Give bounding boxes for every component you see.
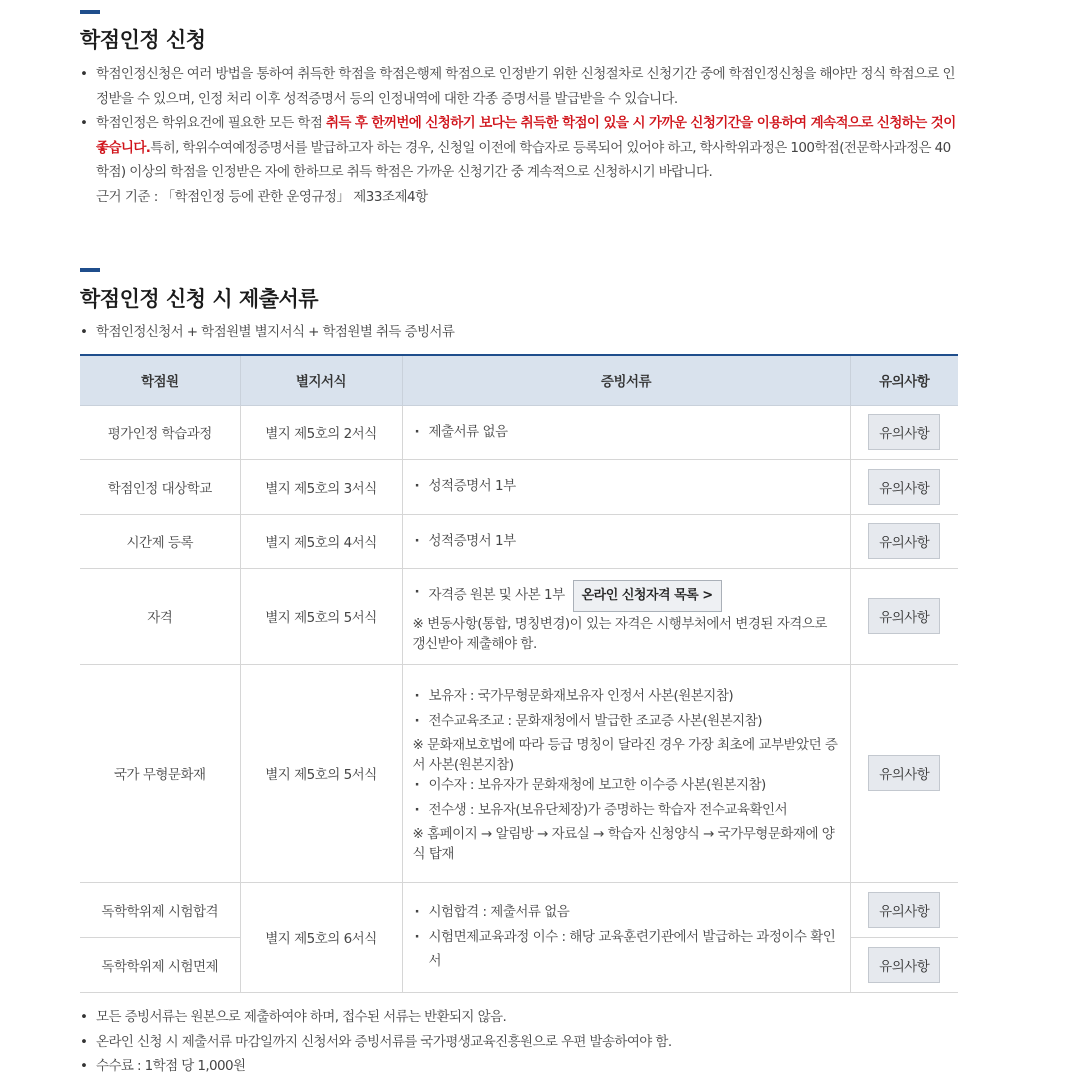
intro-bullet-1: • 학점인정신청은 여러 방법을 통하여 취득한 학점을 학점은행제 학점으로 인정받기 위한 신청절차로 신청기간 중에 학점인정신청을 해야만 정식 학점으로 인정받을 수 있으며, 인정 처리 이후 성적증명서 등의 인정내역에 대한 각종 증명서를 발급받을 수 있습니다. <box>80 62 960 111</box>
row-docs <box>402 568 850 664</box>
row-source: 시간제 등록 <box>80 514 240 568</box>
row-form: 별지 제5호의 4서식 <box>240 514 402 568</box>
row-form: 별지 제5호의 5서식 <box>240 664 402 882</box>
row-source: 자격 <box>80 568 240 664</box>
online-qualification-list-button[interactable]: 온라인 신청자격 목록 > <box>573 580 722 613</box>
note-button[interactable]: 유의사항 <box>868 947 940 983</box>
header-form: 별지서식 <box>240 355 402 405</box>
doc-item: · 성적증명서 1부 <box>413 474 840 499</box>
table-row <box>80 514 958 568</box>
row-source: 독학학위제 시험합격 <box>80 882 240 937</box>
section-marker <box>80 10 100 14</box>
row-docs <box>402 514 850 568</box>
bullet2-highlight: 취득 후 한꺼번에 신청하기 보다는 취득한 학점이 있을 시 가까운 신청기간을 이용하여 계속적으로 신청하는 것이 좋습니다. <box>96 115 956 156</box>
note-button[interactable]: 유의사항 <box>868 523 940 559</box>
row-note-cell <box>850 664 958 882</box>
doc-note: ※ 변동사항(통합, 명칭변경)이 있는 자격은 시행부처에서 변경된 자격으로 갱신받아 제출해야 함. <box>412 616 827 653</box>
header-evidence: 증빙서류 <box>402 355 850 405</box>
doc-item: · 보유자 : 국가무형문화재보유자 인정서 사본(원본지참) <box>413 684 840 709</box>
row-form: 별지 제5호의 3서식 <box>240 459 402 514</box>
table-row <box>80 664 958 882</box>
documents-table <box>80 354 958 993</box>
footer-note-item: • 수수료 : 1학점 당 1,000원 <box>80 1054 960 1079</box>
doc-item: · 시험면제교육과정 이수 : 해당 교육훈련기관에서 발급하는 과정이수 확인서 <box>413 925 840 974</box>
section-title-required-documents: 학점인정 신청 시 제출서류 <box>80 287 319 311</box>
doc-item: · 제출서류 없음 <box>413 420 840 445</box>
doc-item <box>413 580 840 613</box>
note-button[interactable]: 유의사항 <box>868 892 940 928</box>
footer-notes <box>80 1005 960 1079</box>
row-form: 별지 제5호의 6서식 <box>240 882 402 992</box>
row-source: 평가인정 학습과정 <box>80 405 240 459</box>
row-note-cell <box>850 405 958 459</box>
footer-note-item: • 온라인 신청 시 제출서류 마감일까지 신청서와 증빙서류를 국가평생교육진흥원으로 우편 발송하여야 함. <box>80 1030 960 1055</box>
footer-note-item: • 모든 증빙서류는 원본으로 제출하여야 하며, 접수된 서류는 반환되지 않음. <box>80 1005 960 1030</box>
row-source: 학점인정 대상학교 <box>80 459 240 514</box>
required-summary: • 학점인정신청서 + 학점원별 별지서식 + 학점원별 취득 증빙서류 <box>80 320 960 345</box>
note-button[interactable]: 유의사항 <box>868 414 940 450</box>
row-form: 별지 제5호의 2서식 <box>240 405 402 459</box>
note-button[interactable]: 유의사항 <box>868 755 940 791</box>
intro-block <box>80 62 960 209</box>
table-header-row <box>80 355 958 405</box>
row-docs <box>402 405 850 459</box>
note-button[interactable]: 유의사항 <box>868 469 940 505</box>
table-row <box>80 459 958 514</box>
note-button[interactable]: 유의사항 <box>868 598 940 634</box>
bullet2-text-post: 특히, 학위수여예정증명서를 발급하고자 하는 경우, 신청일 이전에 학습자로 등록되어 있어야 하고, 학사학위과정은 100학점(전문학사과정은 40학점) 이상의 학점을 인정받은 자에 한하므로 취득 학점은 가까운 신청기간 중 계속적으로 신청하시기 바랍니다. <box>96 139 951 180</box>
doc-item: · 시험합격 : 제출서류 없음 <box>413 900 840 925</box>
row-docs <box>402 459 850 514</box>
row-source: 국가 무형문화재 <box>80 664 240 882</box>
row-note-cell <box>850 568 958 664</box>
header-source: 학점원 <box>80 355 240 405</box>
row-source: 독학학위제 시험면제 <box>80 937 240 992</box>
header-notes: 유의사항 <box>850 355 958 405</box>
row-docs <box>402 882 850 992</box>
doc-note: ※ 홈페이지 → 알림방 → 자료실 → 학습자 신청양식 → 국가무형문화재에 양식 탑재 <box>412 826 835 862</box>
row-note-cell <box>850 459 958 514</box>
row-note-cell <box>850 937 958 992</box>
doc-item: · 이수자 : 보유자가 문화재청에 보고한 이수증 사본(원본지참) <box>413 773 840 798</box>
regulation-basis: 근거 기준 : 「학점인정 등에 관한 운영규정」 제33조제4항 <box>96 188 428 205</box>
section-title-credit-application: 학점인정 신청 <box>80 28 206 52</box>
doc-item: · 성적증명서 1부 <box>413 529 840 554</box>
doc-item: · 전수교육조교 : 문화재청에서 발급한 조교증 사본(원본지참) <box>413 709 840 734</box>
intro-bullet-2 <box>80 111 960 185</box>
intro-bullets <box>80 62 960 185</box>
section-marker <box>80 268 100 272</box>
doc-item: · 전수생 : 보유자(보유단체장)가 증명하는 학습자 전수교육확인서 <box>413 798 840 823</box>
doc-item-text: 자격증 원본 및 사본 1부 <box>428 586 565 603</box>
required-summary-block <box>80 320 960 345</box>
row-docs <box>402 664 850 882</box>
table-row <box>80 882 958 937</box>
row-note-cell <box>850 514 958 568</box>
row-form: 별지 제5호의 5서식 <box>240 568 402 664</box>
row-note-cell <box>850 882 958 937</box>
table-row <box>80 405 958 459</box>
bullet2-text-pre: 학점인정은 학위요건에 필요한 모든 학점 <box>96 115 326 131</box>
doc-note: ※ 문화재보호법에 따라 등급 명칭이 달라진 경우 가장 최초에 교부받았던 증서 사본(원본지참) <box>412 737 838 773</box>
table-row <box>80 568 958 664</box>
